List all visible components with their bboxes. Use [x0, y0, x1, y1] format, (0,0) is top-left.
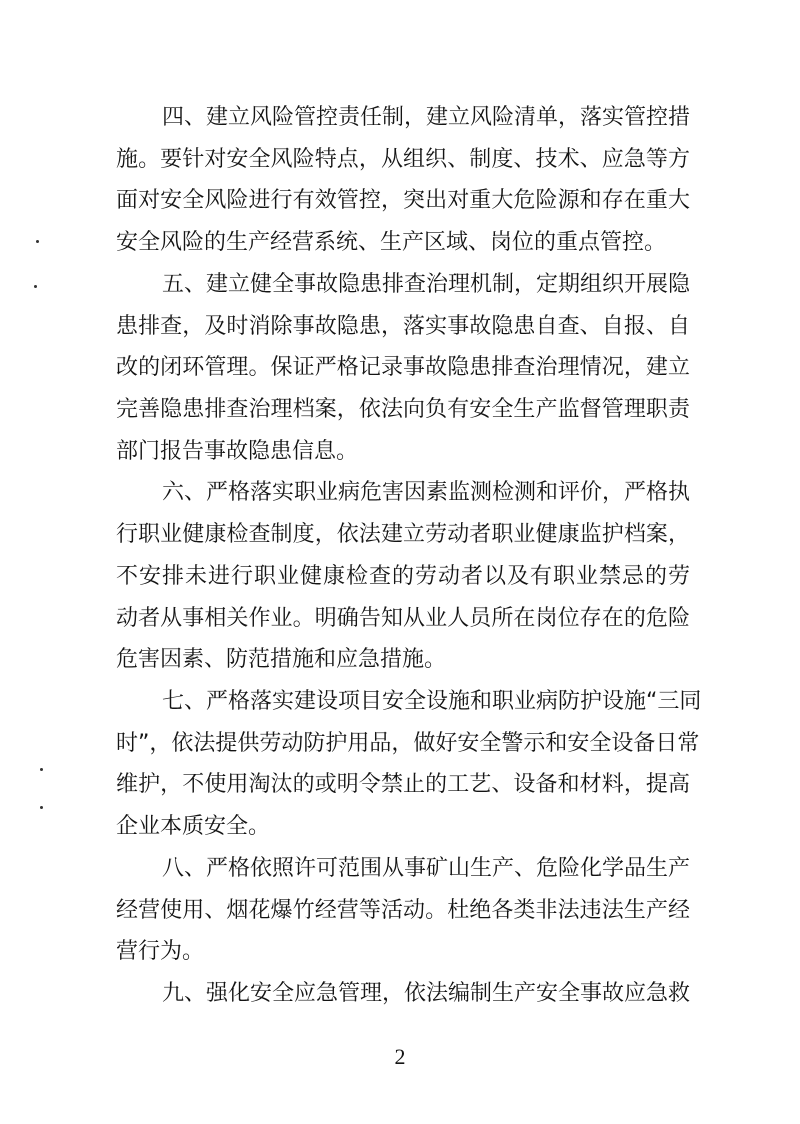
- paragraph-5-line-5: 部门报告事故隐患信息。: [116, 439, 359, 464]
- scan-speck: [40, 806, 43, 809]
- paragraph-4-line-4: 安全风险的生产经营系统、生产区域、岗位的重点管控。: [116, 230, 667, 255]
- paragraph-4-line-1: 四、建立风险管控责任制，建立风险清单，落实管控措: [162, 105, 691, 130]
- paragraph-4-line-2: 施。要针对安全风险特点，从组织、制度、技术、应急等方: [116, 147, 690, 172]
- paragraph-7-line-3: 维护，不使用淘汰的或明令禁止的工艺、设备和材料，提高: [116, 772, 690, 797]
- paragraph-6-line-2: 行职业健康检查制度，依法建立劳动者职业健康监护档案，: [116, 522, 690, 547]
- paragraph-7-line-2: 时”，依法提供劳动防护用品，做好安全警示和安全设备日常: [116, 731, 700, 756]
- paragraph-6-line-4: 动者从事相关作业。明确告知从业人员所在岗位存在的危险: [116, 606, 690, 631]
- paragraph-6-line-1: 六、严格落实职业病危害因素监测检测和评价，严格执: [162, 480, 691, 505]
- page-number: 2: [394, 1044, 406, 1069]
- paragraph-8-line-1: 八、严格依照许可范围从事矿山生产、危险化学品生产: [162, 856, 691, 881]
- paragraph-9-line-1: 九、强化安全应急管理，依法编制生产安全事故应急救: [162, 981, 691, 1006]
- paragraph-5-line-1: 五、建立健全事故隐患排查治理机制，定期组织开展隐: [162, 272, 691, 297]
- scan-speck: [36, 240, 39, 243]
- paragraph-6-line-5: 危害因素、防范措施和应急措施。: [116, 647, 447, 672]
- paragraph-5-line-3: 改的闭环管理。保证严格记录事故隐患排查治理情况，建立: [116, 355, 690, 380]
- paragraph-5-line-4: 完善隐患排查治理档案，依法向负有安全生产监督管理职责: [116, 397, 690, 422]
- scan-speck: [34, 285, 37, 288]
- paragraph-6-line-3: 不安排未进行职业健康检查的劳动者以及有职业禁忌的劳: [116, 564, 690, 589]
- paragraph-8-line-2: 经营使用、烟花爆竹经营等活动。杜绝各类非法违法生产经: [116, 898, 690, 923]
- paragraph-4-line-3: 面对安全风险进行有效管控，突出对重大危险源和存在重大: [116, 188, 690, 213]
- paragraph-8-line-3: 营行为。: [116, 939, 205, 964]
- paragraph-5-line-2: 患排查，及时消除事故隐患，落实事故隐患自查、自报、自: [116, 314, 690, 339]
- scan-speck: [40, 768, 43, 771]
- paragraph-7-line-1: 七、严格落实建设项目安全设施和职业病防护设施“三同: [162, 689, 702, 714]
- paragraph-7-line-4: 企业本质安全。: [116, 814, 271, 839]
